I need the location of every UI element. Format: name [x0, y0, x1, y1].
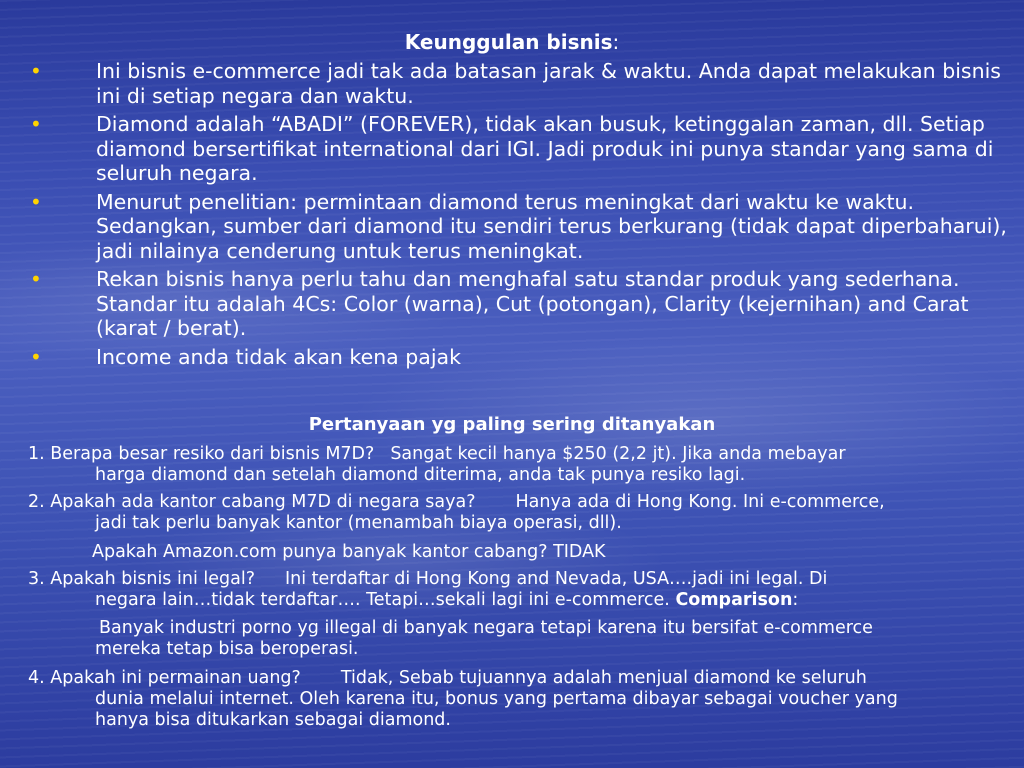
- section-title-text: Keunggulan bisnis: [404, 30, 613, 54]
- faq-extra-text-continued: mereka tetap bisa beroperasi.: [95, 639, 359, 659]
- faq-question: 1. Berapa besar resiko dari bisnis M7D?: [28, 444, 375, 464]
- faq-question: 4. Apakah ini permainan uang?: [28, 668, 301, 688]
- comparison-label: Comparison: [675, 590, 793, 610]
- faq-title-text: Pertanyaan yg paling sering ditanyakan: [308, 414, 716, 435]
- bullet-icon: •: [30, 112, 42, 136]
- faq-item-1: [28, 444, 1013, 486]
- faq-answer: Hanya ada di Hong Kong. Ini e-commerce,: [515, 492, 885, 512]
- faq-extra-text: Banyak industri porno yg illegal di banyak negara tetapi karena itu bersifat e-commerce: [99, 618, 873, 638]
- faq-question: 3. Apakah bisnis ini legal?: [28, 569, 255, 589]
- faq-answer: Ini terdaftar di Hong Kong and Nevada, USA….jadi ini legal. Di: [284, 569, 828, 589]
- faq-item-2: [28, 492, 1013, 534]
- faq-question: 2. Apakah ada kantor cabang M7D di negara saya?: [28, 492, 476, 512]
- faq-extra-text: Apakah Amazon.com punya banyak kantor cabang? TIDAK: [92, 542, 606, 562]
- bullet-icon: •: [30, 344, 42, 369]
- advantage-text: Ini bisnis e-commerce jadi tak ada batasan jarak & waktu. Anda dapat melakukan bisnis ini di setiap negara dan waktu.: [96, 59, 1001, 108]
- faq-item-4: [28, 668, 1013, 731]
- advantage-text: Menurut penelitian: permintaan diamond terus meningkat dari waktu ke waktu. Sedangkan, sumber dari diamond itu sendiri terus berkurang (tidak dapat diperbaharui), jadi nilainya cenderung untuk terus meningkat.: [96, 189, 1007, 263]
- advantage-item: [28, 345, 1018, 370]
- faq-item-2-extra: [28, 542, 1013, 563]
- faq-answer-continued: jadi tak perlu banyak kantor (menambah biaya operasi, dll).: [95, 513, 622, 533]
- bullet-icon: •: [30, 59, 42, 83]
- faq-item-3-extra: [28, 618, 1013, 660]
- advantage-item: [28, 190, 1018, 264]
- faq-answer-text: negara lain…tidak terdaftar…. Tetapi…sekali lagi ini e-commerce.: [95, 590, 670, 610]
- advantages-list: [28, 59, 1018, 373]
- section-title-keunggulan: [0, 30, 1024, 54]
- faq-answer-continued: harga diamond dan setelah diamond diterima, anda tak punya resiko lagi.: [95, 465, 746, 485]
- faq-answer: Tidak, Sebab tujuannya adalah menjual diamond ke seluruh: [340, 668, 867, 688]
- faq-answer-continued: [28, 590, 1013, 611]
- section-title-colon: :: [612, 30, 620, 54]
- advantage-text: Diamond adalah “ABADI” (FOREVER), tidak akan busuk, ketinggalan zaman, dll. Setiap diamond bersertifikat international dari IGI. Jadi produk ini punya standar yang sama di seluruh negara.: [96, 112, 994, 185]
- faq-title: [0, 414, 1024, 436]
- advantage-item: [28, 267, 1018, 341]
- comparison-colon: :: [792, 590, 799, 610]
- advantage-text: Income anda tidak akan kena pajak: [96, 344, 461, 369]
- advantage-item: [28, 59, 1018, 108]
- advantage-text: Rekan bisnis hanya perlu tahu dan menghafal satu standar produk yang sederhana. Standar itu adalah 4Cs: Color (warna), Cut (potongan), Clarity (kejernihan) and Carat (karat / berat).: [96, 267, 969, 340]
- faq-answer-continued: dunia melalui internet. Oleh karena itu, bonus yang pertama dibayar sebagai voucher yang: [95, 689, 898, 709]
- faq-answer-continued: hanya bisa ditukarkan sebagai diamond.: [95, 710, 451, 730]
- bullet-icon: •: [30, 189, 42, 214]
- faq-answer: Sangat kecil hanya $250 (2,2 jt). Jika anda mebayar: [390, 444, 846, 464]
- bullet-icon: •: [30, 267, 42, 291]
- advantage-item: [28, 112, 1018, 186]
- faq-item-3: [28, 569, 1013, 611]
